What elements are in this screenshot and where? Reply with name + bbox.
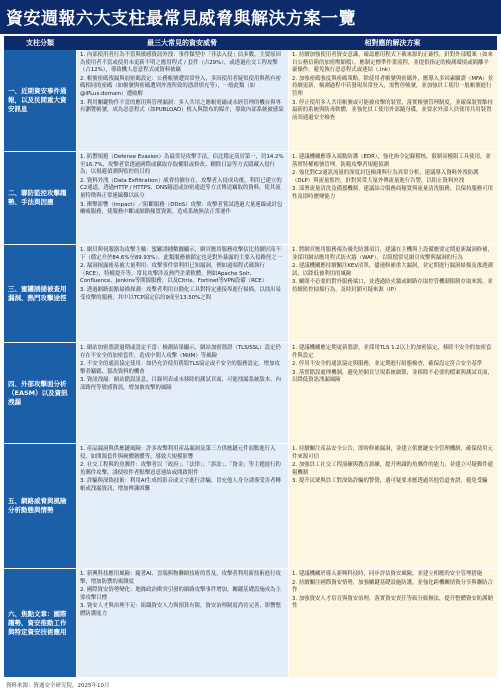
pillar-cell: 一、近期資安事件通報，以及民間重大資安訊息	[4, 50, 76, 151]
source-footnote: 資料來源：資通安全研究院，2025年10月	[6, 683, 110, 689]
header-solutions: 相對應的解決方案	[364, 39, 421, 47]
table-row	[4, 343, 497, 444]
table-header	[4, 36, 497, 50]
pillar-cell: 三、蜜罐誘捕被查用漏洞、熱門攻擊途徑	[4, 245, 76, 342]
solution-item: 3. 落實錯誤處理機制，避免於網頁呈現系統細節，並移除不必要的檔案與測試頁面，以降低資訊洩漏風險	[292, 369, 493, 384]
threat-item: 1. 網站加密憑證過期或設定不當：檢測結果顯示，網站加密憑證（TLS/SSL）設定仍存在不安全的加密套件，造成中間人攻擊（MitM）等風險	[80, 345, 281, 359]
threats-cell	[76, 343, 288, 443]
threats-cell	[76, 444, 288, 568]
threat-item: 2. 帳號密碼洩漏與弱密碼設定：公務帳號遭異常登入，多因使用者疑似使用與舊有密碼相同的密碼（如帳號與密碼遭到外洩所致的憑證填充等），一般此類（如@iPLus.domain）遭破解	[80, 75, 281, 97]
table-row	[4, 152, 497, 245]
solutions-cell	[288, 444, 497, 568]
pillar-cell: 二、聯防監控攻擊趨勢、手法與因應	[4, 152, 76, 244]
solution-item: 2. 建議機關應持續關注KEV清單，儘速修補重大漏洞，並定期進行漏洞掃描及滲透測試，以降低被利用的風險	[292, 263, 493, 277]
threat-item: 3. 利用關鍵物件不當的應用與管理漏洞：多人共用之應帳電磁或未經管理的機台與專有瀏覽帳號，成為惡意程式（如PUBLOAD）植入與散布的媒介，導致內部系統被感染	[80, 99, 284, 114]
solution-item: 1. 建議機關應導入端點防護（EDR），強化指令記錄稽核，限制高權限工具使用，並落實特權帳號管理，防範攻擊者規避偵測	[292, 154, 491, 168]
solutions-cell	[288, 569, 497, 677]
threat-item: 1. 新興科技應用風險：隨著AI、雲端與物聯網技術的普及，攻擊者利用新技術進行攻擊，增加防禦的複雜度	[80, 571, 281, 585]
solution-item: 2. 強化對C2通訊流量的深度封包檢測與行為異常分析，建議導入資料外洩防護（DLP）與流量監控，針對異常大量外傳流量進行告警，以阻止資料外洩	[292, 170, 479, 184]
threat-item: 2. 國際資安情勢變化：地緣政治衝突引發的網路攻擊事件增加，關鍵基礎設施成為主要攻擊目標	[80, 587, 281, 601]
solution-item: 1. 持續關注產品安全公告，即時修補漏洞，並建立供應鏈安全管理機制，確保使用元件來源可信	[292, 446, 493, 460]
threat-item: 3. 衝擊影響（Impact）／阻斷服務（DDoS）攻擊：攻擊者嘗試透過大量連線或封包癱瘓服務，使服務中斷或網路頻寬資源，造成系統無法正常運作	[80, 201, 283, 216]
solution-item: 2. 停用不安全的通訊協定與服務，並定期進行組態檢查，確保設定符合安全基準	[292, 361, 483, 368]
threat-item: 1. 內部使用者行為不當與敏感資訊外洩：事件類型中「非法入侵」佔多數，主要原因為使用者不當或使用未更新不明之應用程式 / 套件（占29%），或透過社交工程攻擊（占12%），導致機人惡意程式或資料被竊	[80, 52, 281, 74]
solution-item: 2. 加強密碼強度與密碼策略，除使用者帳號與密碼外，應導入多因素驗證（MFA）並持續更新，檢測過程中若發現異常登入，需暫停帳號，並加強員工使用一般帳號進行管理	[292, 75, 494, 97]
threats-cell	[76, 569, 288, 677]
threat-item: 1. 產品漏洞與供應鏈風險：許多攻擊利用產品漏洞及第三方供應鏈元件弱點進行入侵，如開源套件與硬體韌體等，導致大規模影響	[80, 446, 276, 460]
solution-item: 3. 停止使用多人共用帳號或可能被攻擊的裝置，落實帳號管理制度，並確保裝置維持最新的系統與防毒軟體，並強化員工使用外部隨身碟，並要求外部人員使用共用裝置前須通過安全檢查	[292, 99, 493, 121]
header-banner	[0, 0, 501, 34]
solutions-cell	[288, 343, 497, 443]
threat-item: 1. 網頁與伺服器為攻擊主軸：蜜罐誘捕數據顯示，網頁應用服務攻擊佔比持續居高不下（穩定介於84.6%至89.93%），此類服務被鎖定也是對外暴露的主要入侵路徑之一	[80, 247, 283, 261]
table-row	[4, 444, 497, 569]
solution-item: 1. 建議機關於導入新興科技時，同步評估資安風險，並建立相應的安全管理措施	[292, 571, 483, 577]
threat-item: 3. 詐騙與深偽技術：利用AI生成的影音或文字進行詐騙，冒充他人身分誘導受害者轉帳或洩漏資訊，增加辨識困難	[80, 478, 281, 492]
solution-item: 2. 持續關注國際資安情勢，加強關鍵基礎設施防護，並強化跨機關情資分享與聯防合作	[292, 579, 493, 594]
solution-item: 2. 加強員工社交工程演練與教育訓練，提升辨識釣魚郵件的能力，並建立可疑郵件通報機制	[292, 462, 493, 476]
threat-item: 3. 資訊洩漏：網站錯誤訊息、目錄列表或未移除的測試頁面，可能洩漏系統版本、內部路徑等敏感資訊，增加被攻擊的風險	[80, 377, 281, 391]
pillar-cell: 五、網路威脅與風險分析動態與情勢	[4, 444, 76, 568]
threat-item: 2. 漏洞揭露後易被大量利用：攻擊事件常利用已知漏洞，例如遠端程式碼執行（RCE），特權提升等。常見攻擊涉及熱門企業軟體，例如Apache Solr、Confluence、Jenkins等開源服務，以及Citrix、Fortinet等VPN設備（RCE）	[80, 263, 268, 285]
threat-item: 3. 資安人才與治理不足：組織資安人力與預算有限，資安治理制度尚待完善，影響整體防護能力	[80, 603, 281, 617]
solution-item: 3. 關閉不必要的對外服務端口，並透過防火牆或網路存取控管機制限制存取來源，並持續監控掃描行為，及時封鎖可疑來源（IP）	[292, 279, 493, 293]
pillar-cell: 六、焦點文章：國際趨勢、資安推動工作與特定資安技術應用	[4, 569, 76, 677]
threat-table	[4, 36, 497, 678]
table-row	[4, 245, 497, 343]
header-pillar: 支柱分類	[26, 39, 54, 47]
threats-cell	[76, 50, 288, 151]
page-title: 資安週報六大支柱最常見威脅與解決方案一覽	[6, 9, 356, 29]
solution-item: 3. 加強資安人才培育與資安治理，落實資安責任等級分級辦法，提升整體資安防護韌性	[292, 595, 493, 610]
solution-item: 3. 部署流量清洗及備援機制，建議結合服務商頻寬與流量清洗服務，以保持服務可用性及即時應變能力	[292, 186, 493, 200]
threats-cell	[76, 245, 288, 342]
table-row	[4, 50, 497, 152]
pillar-cell: 四、外部攻擊面分析（EASM）以及資訊洩漏	[4, 343, 76, 443]
threat-item: 2. 不安全的通訊協定使用：如仍允許使用舊版TLS協定或不安全的服務設定，增加攻擊者竊聽、篡改資料的機會	[80, 361, 280, 375]
threat-item: 1. 防禦規避（Defense Evasion）為最常見攻擊手法，佔比穩定高居第一，約14.2%至16.7%，攻擊者常透過國際或竊取存取權限或修改、刪除日誌等方式隱藏入侵行為，以規避偵測與監控的目的	[80, 154, 284, 176]
table-row	[4, 569, 497, 678]
threat-item: 3. 透過網路弱點掃描探測：攻擊者利用自動化工具對特定連接埠進行掃描，以找出易受攻擊的服務，其中以TCP協定佔約9成至13.50%之間	[80, 286, 281, 301]
solution-item: 1. 持續加強使用者資安意識，確認應用程式下載來源的正確性，針對外部檔案（如來自公務信箱的加密壓縮檔），應制定標準作業流程，並提供指定的檢測環境或隔離平臺操作，避免執行惡意程式或連結（.lnk）	[292, 52, 493, 74]
solution-item: 1. 將網頁應用服務視為優先防護項目，建議在主機與上設備應要定期更新漏洞修補，並採用網站應用程式防火牆（WAF），以阻擋常見網頁攻擊與漏洞的行為	[292, 247, 493, 261]
threat-item: 2. 資料外洩（Data Exfiltration）威脅持續存在，攻擊者入侵成功後，利用已建立的C2通道，透過HTTP / HTTPS、DNS隧道或加密通道等方式傳送竊取的資料，使其流量特徵與正常連線難以區分	[80, 177, 282, 199]
solutions-cell	[288, 50, 497, 151]
threat-item: 2. 社交工程與釣魚郵件：攻擊者以「政府」、「法律」、「訴訟」、「資金」等主題進行釣魚郵件攻擊，誘使收件者點擊惡意連結或開啟附件	[80, 462, 281, 476]
header-threats: 最三大常見的資安威脅	[147, 39, 217, 47]
threats-cell	[76, 152, 288, 244]
solution-item: 3. 提升民眾與員工對深偽詐騙的警覺，遇可疑要求應透過其他管道查證，避免受騙	[292, 478, 488, 485]
solution-item: 1. 建議機關應定期更新憑證，並採用TLS 1.2以上的加密協定，移除不安全的加密套件與設定	[292, 345, 492, 359]
solutions-cell	[288, 245, 497, 342]
solutions-cell	[288, 152, 497, 244]
